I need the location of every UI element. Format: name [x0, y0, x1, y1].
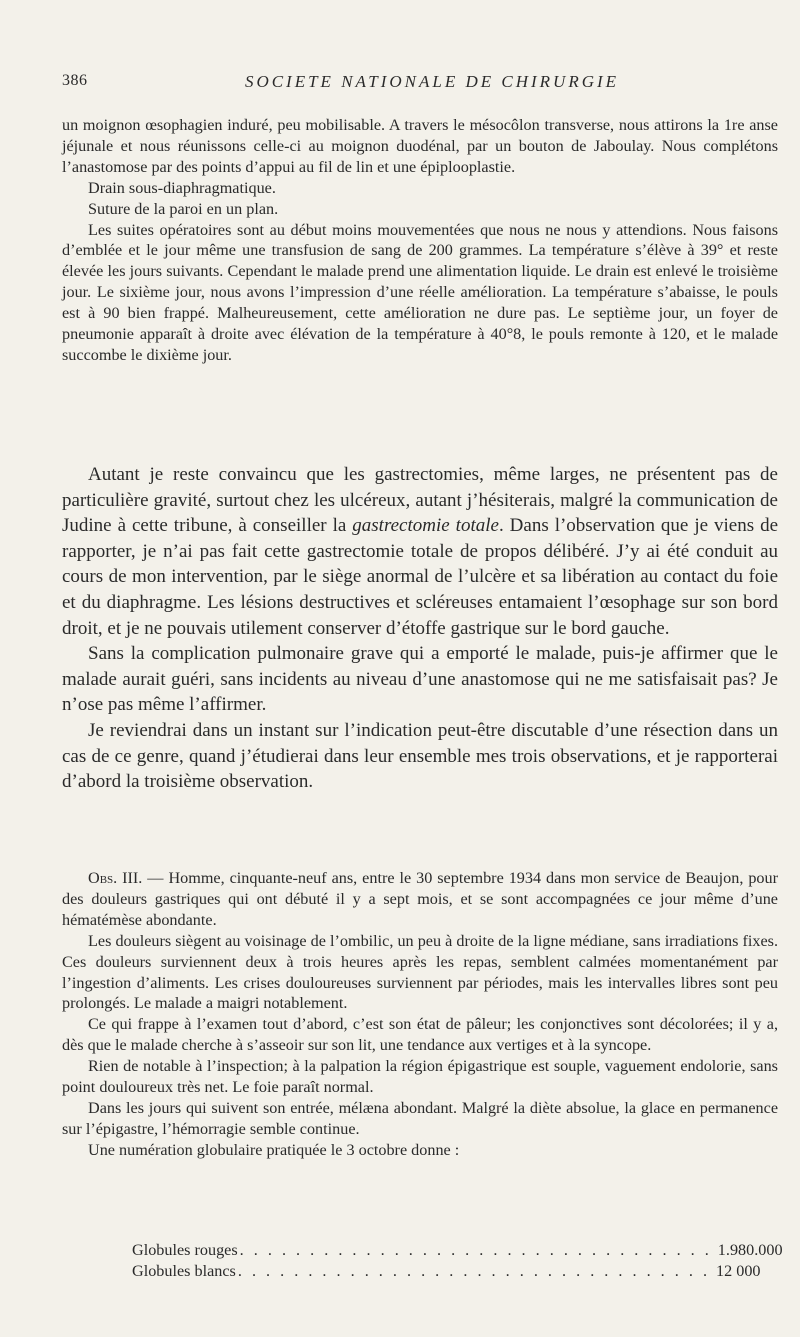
- paragraph: [62, 868, 778, 931]
- paragraph: Drain sous-diaphragmatique.: [88, 178, 276, 197]
- leader-dots: . . . . . . . . . . . . . . . . . . . . . . . . . . . . . . . . . .: [237, 1261, 710, 1280]
- observation-label: Obs. III.: [88, 869, 143, 887]
- paragraph: Une numération globulaire pratiquée le 3 octobre donne :: [88, 1140, 460, 1159]
- paragraph: Rien de notable à l’inspection; à la palpation la région épigastrique est souple, vaguement endolorie, sans point douloureux très net. Le foie paraît normal.: [62, 1057, 778, 1097]
- operation-report: [62, 115, 778, 366]
- paragraph: un moignon œsophagien induré, peu mobilisable. A travers le mésocôlon transverse, nous attirons la 1re anse jéjunale et nous réunissons celle-ci au moignon duodénal, par un bouton de Jaboulay. Nous complétons l’anastomose par des points d’appui au fil de lin et une épiplooplastie.: [62, 116, 778, 176]
- running-head: SOCIETE NATIONALE DE CHIRURGIE: [244, 72, 620, 91]
- blood-count-table: [132, 1240, 783, 1282]
- emphasis: gastrectomie totale: [352, 515, 499, 537]
- observation-three: [62, 868, 778, 1161]
- page-number: 386: [62, 72, 88, 89]
- count-value: 1.980.000: [717, 1241, 783, 1259]
- paragraph: Les douleurs siègent au voisinage de l’ombilic, un peu à droite de la ligne médiane, sans irradiations fixes. Ces douleurs surviennent deux à trois heures après les repas, semblent calmées momentanément par l’ingestion d’aliments. Les crises douloureuses surviennent par périodes, mais les intervalles libres sont peu prolongés. Le malade a maigri notablement.: [62, 931, 778, 1013]
- page-header: [62, 72, 772, 96]
- count-label: Globules rouges: [132, 1241, 238, 1259]
- paragraph: Sans la complication pulmonaire grave qui a emporté le malade, puis-je affirmer que le malade aurait guéri, sans incidents au niveau d’une anastomose qui ne me satisfaisait pas? Je n’ose pas même l’affirmer.: [62, 643, 778, 716]
- leader-dots: . . . . . . . . . . . . . . . . . . . . . . . . . . . . . . . . . .: [239, 1241, 712, 1259]
- paragraph: Dans les jours qui suivent son entrée, mélæna abondant. Malgré la diète absolue, la glace en permanence sur l’épigastre, l’hémorragie semble continue.: [62, 1098, 778, 1138]
- table-row: [132, 1240, 783, 1261]
- paragraph: Je reviendrai dans un instant sur l’indication peut-être discutable d’une résection dans un cas de ce genre, quand j’étudierai dans leur ensemble mes trois observations, et je rapporterai d’abord la troisième observation.: [62, 719, 778, 793]
- text-run: Autant je reste convaincu que les gastrectomies, même larges, ne présentent pas de particulière gravité, surtout chez les ulcéreux, autant j’hésiterais, malgré la communication de Judine à cette tribune, à conseiller la: [62, 464, 778, 537]
- table-row: [132, 1261, 761, 1282]
- paragraph: Les suites opératoires sont au début moins mouvementées que nous ne nous y attendions. Nous faisons d’emblée et le jour même une transfusion de sang de 200 grammes. La température s’élève à 39° et reste élevée les jours suivants. Cependant le malade prend une alimentation liquide. Le drain est enlevé le troisième jour. Le sixième jour, nous avons l’impression d’une réelle amélioration. La température s’abaisse, le pouls est à 90 bien frappé. Malheureusement, cette amélioration ne dure pas. Le septième jour, un foyer de pneumonie apparaît à droite avec élévation de la température à 40°8, le pouls remonte à 120, et le malade succombe le dixième jour.: [62, 220, 778, 364]
- text-run: — Homme, cinquante-neuf ans, entre le 30 septembre 1934 dans mon service de Beaujon, pour des douleurs gastriques qui ont débuté il y a sept mois, et se sont accompagnées ce jour même d’une hématémèse abondante.: [62, 869, 778, 929]
- text-run: . Dans l’observation que je viens de rapporter, je n’ai pas fait cette gastrectomie totale de propos délibéré. J’y ai été conduit au cours de mon intervention, par le siège anormal de l’ulcère et sa libération au contact du foie et du diaphragme. Les lésions destructives et scléreuses entamaient l’œsophage sur son bord droit, et je ne pouvais utilement conserver d’étoffe gastrique sur le bord gauche.: [62, 515, 779, 639]
- count-value: 12 000: [716, 1261, 761, 1280]
- discussion: [62, 462, 778, 795]
- paragraph: [62, 462, 778, 641]
- paragraph: Suture de la paroi en un plan.: [88, 199, 279, 218]
- count-label: Globules blancs: [132, 1261, 236, 1280]
- paragraph: Ce qui frappe à l’examen tout d’abord, c’est son état de pâleur; les conjonctives sont décolorées; il y a, dès que le malade cherche à s’asseoir sur son lit, une tendance aux vertiges et à la syncope.: [62, 1015, 778, 1055]
